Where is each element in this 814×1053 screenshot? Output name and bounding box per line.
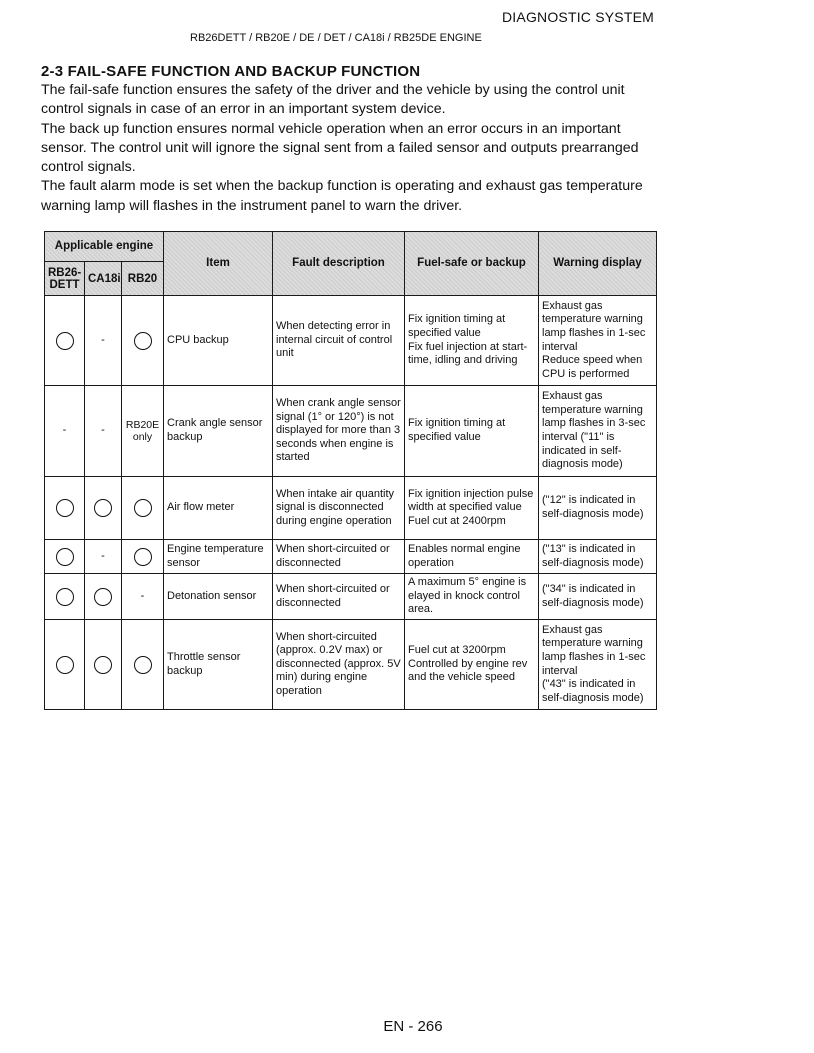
header-subtitle: RB26DETT / RB20E / DE / DET / CA18i / RB25DE ENGINE bbox=[190, 32, 482, 44]
intro-paragraph-backup: The back up function ensures normal vehicle operation when an error occurs in an important sensor. The control unit will ignore the signal sent from a failed sensor and outputs prearranged control signals. bbox=[41, 120, 639, 176]
table-row bbox=[45, 540, 657, 574]
engine-cell-rb20: RB20E only bbox=[122, 386, 164, 477]
fault-description-header: Fault description bbox=[273, 232, 405, 296]
table-row bbox=[45, 296, 657, 386]
dash-mark: - bbox=[101, 549, 105, 562]
engine-header-rb26dett: RB26-DETT bbox=[45, 262, 85, 296]
engine-cell-rb26dett bbox=[45, 574, 85, 620]
circle-mark-icon bbox=[56, 588, 74, 606]
failsafe-backup-cell: Fix ignition timing at specified value bbox=[405, 386, 539, 477]
engine-cell-ca18i bbox=[85, 574, 122, 620]
warning-display-cell: Exhaust gas temperature warning lamp flashes in 3-sec interval ("11" is indicated in self-diagnosis mode) bbox=[539, 386, 657, 477]
dash-mark: - bbox=[101, 333, 105, 346]
fault-description-cell: When intake air quantity signal is disconnected during engine operation bbox=[273, 477, 405, 540]
warning-display-header: Warning display bbox=[539, 232, 657, 296]
intro-paragraph-alarm: The fault alarm mode is set when the backup function is operating and exhaust gas temperature warning lamp will flashes in the instrument panel to warn the driver. bbox=[41, 178, 643, 214]
engine-cell-ca18i bbox=[85, 540, 122, 574]
engine-cell-rb26dett bbox=[45, 620, 85, 710]
table-row bbox=[45, 386, 657, 477]
engine-cell-rb20 bbox=[122, 477, 164, 540]
table-row bbox=[45, 574, 657, 620]
warning-display-cell: ("34" is indicated in self-diagnosis mode) bbox=[539, 574, 657, 620]
circle-mark-icon bbox=[94, 656, 112, 674]
fault-description-cell: When short-circuited (approx. 0.2V max) or disconnected (approx. 5V min) during engine operation bbox=[273, 620, 405, 710]
intro-text bbox=[41, 81, 661, 216]
engine-cell-ca18i bbox=[85, 620, 122, 710]
fault-description-cell: When short-circuited or disconnected bbox=[273, 574, 405, 620]
dash-mark: - bbox=[101, 424, 105, 437]
header-title: DIAGNOSTIC SYSTEM bbox=[502, 9, 654, 25]
failsafe-backup-cell: Fix ignition injection pulse width at specified value Fuel cut at 2400rpm bbox=[405, 477, 539, 540]
failsafe-table bbox=[44, 231, 657, 710]
engine-cell-ca18i bbox=[85, 296, 122, 386]
circle-mark-icon bbox=[134, 656, 152, 674]
engine-cell-rb20 bbox=[122, 296, 164, 386]
engine-cell-rb26dett bbox=[45, 386, 85, 477]
engine-cell-rb20 bbox=[122, 574, 164, 620]
table-row bbox=[45, 477, 657, 540]
item-cell: Air flow meter bbox=[164, 477, 273, 540]
circle-mark-icon bbox=[134, 332, 152, 350]
item-cell: CPU backup bbox=[164, 296, 273, 386]
item-cell: Throttle sensor backup bbox=[164, 620, 273, 710]
circle-mark-icon bbox=[56, 548, 74, 566]
applicable-engine-header: Applicable engine bbox=[45, 232, 164, 262]
failsafe-backup-header: Fuel-safe or backup bbox=[405, 232, 539, 296]
warning-display-cell: ("13" is indicated in self-diagnosis mode) bbox=[539, 540, 657, 574]
engine-cell-rb26dett bbox=[45, 540, 85, 574]
warning-display-cell: ("12" is indicated in self-diagnosis mode) bbox=[539, 477, 657, 540]
failsafe-backup-cell: Fuel cut at 3200rpm Controlled by engine rev and the vehicle speed bbox=[405, 620, 539, 710]
fault-description-cell: When detecting error in internal circuit of control unit bbox=[273, 296, 405, 386]
engine-cell-rb26dett bbox=[45, 296, 85, 386]
circle-mark-icon bbox=[134, 548, 152, 566]
circle-mark-icon bbox=[94, 588, 112, 606]
circle-mark-icon bbox=[56, 332, 74, 350]
item-cell: Crank angle sensor backup bbox=[164, 386, 273, 477]
failsafe-backup-cell: A maximum 5° engine is elayed in knock control area. bbox=[405, 574, 539, 620]
failsafe-backup-cell: Enables normal engine operation bbox=[405, 540, 539, 574]
fault-description-cell: When crank angle sensor signal (1° or 120°) is not displayed for more than 3 seconds when engine is started bbox=[273, 386, 405, 477]
warning-display-cell: Exhaust gas temperature warning lamp flashes in 1-sec interval ("43" is indicated in self-diagnosis mode) bbox=[539, 620, 657, 710]
dash-mark: - bbox=[140, 589, 145, 602]
dash-mark: - bbox=[62, 424, 67, 437]
warning-display-cell: Exhaust gas temperature warning lamp flashes in 1-sec interval Reduce speed when CPU is performed bbox=[539, 296, 657, 386]
engine-header-ca18i: CA18i bbox=[85, 262, 122, 296]
engine-cell-rb26dett bbox=[45, 477, 85, 540]
page-footer bbox=[0, 1018, 814, 1035]
engine-cell-ca18i bbox=[85, 477, 122, 540]
item-cell: Engine temperature sensor bbox=[164, 540, 273, 574]
item-cell: Detonation sensor bbox=[164, 574, 273, 620]
failsafe-backup-cell: Fix ignition timing at specified value Fix fuel injection at start-time, idling and driving bbox=[405, 296, 539, 386]
intro-paragraph-failsafe: The fail-safe function ensures the safety of the driver and the vehicle by using the control unit control signals in case of an error in an important system device. bbox=[41, 82, 625, 118]
item-header: Item bbox=[164, 232, 273, 296]
engine-cell-rb20 bbox=[122, 620, 164, 710]
circle-mark-icon bbox=[134, 499, 152, 517]
engine-cell-ca18i bbox=[85, 386, 122, 477]
section-title: 2-3 FAIL-SAFE FUNCTION AND BACKUP FUNCTION bbox=[41, 63, 421, 80]
fault-description-cell: When short-circuited or disconnected bbox=[273, 540, 405, 574]
engine-cell-rb20 bbox=[122, 540, 164, 574]
page-number: EN - 266 bbox=[383, 1018, 443, 1035]
engine-header-rb20: RB20 bbox=[122, 262, 164, 296]
table-row bbox=[45, 620, 657, 710]
circle-mark-icon bbox=[56, 656, 74, 674]
circle-mark-icon bbox=[56, 499, 74, 517]
circle-mark-icon bbox=[94, 499, 112, 517]
